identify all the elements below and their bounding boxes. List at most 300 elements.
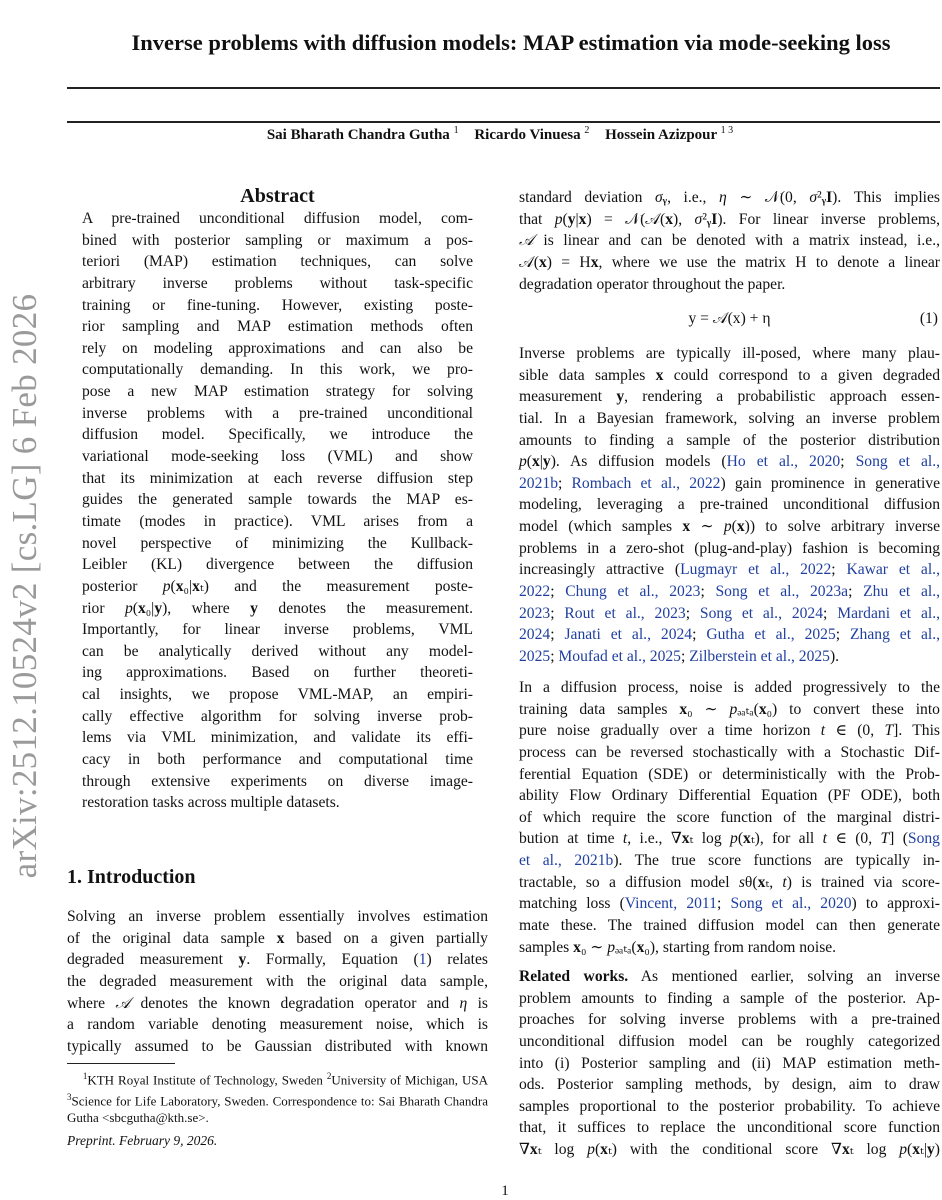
bold-text: y <box>250 599 258 617</box>
text-line <box>519 343 940 365</box>
bold-text: x <box>736 518 745 536</box>
text-span: based on a given partially <box>284 929 488 947</box>
text-span: ). As diffusion models ( <box>550 453 727 471</box>
text-line <box>519 230 940 252</box>
text-span: ). For linear inverse problems, <box>717 210 940 228</box>
math-symbol: p <box>124 599 133 617</box>
text-line <box>82 727 473 749</box>
text-span: ) <box>934 1141 940 1159</box>
text-line <box>519 430 940 452</box>
text-span: cal insights, we propose VML-MAP, an empiri- <box>82 686 473 704</box>
bold-text: Related works. <box>519 968 629 985</box>
text-span: ∼ <box>690 518 724 536</box>
text-line <box>82 554 473 576</box>
text-span: could correspond to a given degraded <box>663 366 941 384</box>
abstract-heading: Abstract <box>240 185 315 207</box>
bold-text: x <box>578 210 587 228</box>
text-span: novel perspective of minimizing the Kullback- <box>82 534 473 552</box>
text-line <box>519 807 940 829</box>
text-span: ), where <box>162 599 251 617</box>
text-span: cacy in both performance and computational time <box>82 751 473 769</box>
footnote-marker: 2 <box>326 1071 332 1081</box>
bold-text: ᵧ <box>821 189 827 206</box>
page-number: 1 <box>501 1183 509 1199</box>
text-line <box>519 1117 940 1139</box>
author-name: Hossein Azizpour <box>605 127 717 143</box>
text-span: training data samples <box>519 700 680 718</box>
abstract-body <box>82 208 473 814</box>
equation-text: y = 𝒜(x) + η <box>688 310 771 327</box>
footnote-marker: 1 <box>82 1071 88 1081</box>
bold-text: x <box>590 253 599 271</box>
text-span: ₜ log <box>849 1141 900 1159</box>
text-span: ferential Equation (SDE) or deterministically with the Prob- <box>519 765 940 783</box>
text-span: ₀| <box>145 599 155 617</box>
text-span: tial. In a Bayesian framework, solving an inverse problem <box>519 409 940 427</box>
citation-link[interactable]: Song <box>907 830 940 848</box>
text-line <box>82 792 473 814</box>
text-line <box>82 706 473 728</box>
text-line <box>82 359 473 381</box>
correspondence-text: Science for Life Laboratory, Sweden. Correspondence to: Sai Bharath Chandra Gutha <sbcgutha@kth.se>. <box>67 1093 488 1125</box>
author <box>267 127 459 143</box>
text-span: ; <box>550 604 565 622</box>
text-span: can be analytically derived without any model- <box>82 642 473 660</box>
text-span: ), <box>673 210 695 228</box>
bold-text: I <box>826 189 833 206</box>
text-span: ₔₐₜₐ( <box>737 700 759 718</box>
bold-text: x <box>276 929 285 947</box>
text-span: ( <box>562 210 568 228</box>
text-line <box>519 699 940 721</box>
bold-text: x <box>681 830 690 848</box>
author <box>605 127 733 143</box>
math-symbol: σ <box>694 210 703 228</box>
text-span: ; <box>716 895 731 913</box>
text-line <box>67 949 488 971</box>
text-line <box>519 624 940 646</box>
footnote-marker: 3 <box>67 1091 72 1102</box>
text-span: ∈ (0, <box>826 830 881 848</box>
text-span: guides the generated sample towards the MAP es- <box>82 491 473 509</box>
text-span: denotes the known degradation operator and <box>130 994 460 1012</box>
text-span: ( <box>907 1141 913 1159</box>
text-span: teriori (MAP) estimation techniques, can solve <box>82 253 473 271</box>
text-span: of the original data sample <box>67 929 277 947</box>
text-span: through extensive experiments on diverse image- <box>82 772 473 790</box>
text-span: ² <box>702 210 707 228</box>
text-span: ; <box>550 647 559 665</box>
text-span: θ( <box>744 873 758 891</box>
text-span: samples <box>519 938 574 956</box>
text-span: timate (modes in practice). VML arises from a <box>82 512 473 530</box>
text-span: rior sampling and MAP estimation methods often <box>82 318 473 336</box>
citation-link[interactable]: Song et al., 2024 <box>699 604 824 622</box>
text-line <box>519 850 940 872</box>
math-symbol: p <box>899 1141 908 1159</box>
bold-text: x <box>758 700 767 718</box>
text-line <box>519 872 940 894</box>
text-span: samples proportional to the posterior probability. To achieve <box>519 1097 940 1115</box>
bold-text: y <box>567 210 576 228</box>
affiliation-text: University of Michigan, USA <box>331 1072 488 1088</box>
body-paragraph <box>519 187 940 295</box>
math-symbol: p <box>519 453 527 471</box>
text-line <box>82 749 473 771</box>
bold-text: x <box>912 1141 921 1159</box>
text-line <box>82 641 473 663</box>
text-line <box>519 1096 940 1118</box>
text-span: ) gain prominence in generative <box>720 474 940 492</box>
text-span: ; <box>692 626 707 644</box>
math-symbol: σ <box>809 189 818 206</box>
text-span: As mentioned earlier, solving an inverse <box>628 968 940 985</box>
text-span: Inverse problems are typically ill-posed, where many plau- <box>519 345 940 362</box>
text-span: ∈ (0, <box>825 722 885 740</box>
text-span: In a diffusion process, noise is added progressively to the <box>519 679 940 696</box>
bold-text: y <box>616 388 625 406</box>
text-span: ₜ, <box>765 873 783 891</box>
text-span: pure noise gradually over a time horizon <box>519 722 821 740</box>
arxiv-watermark: arXiv:2512.10524v2 [cs.LG] 6 Feb 2026 <box>5 293 44 879</box>
author <box>474 127 589 143</box>
citation-link[interactable]: Rout et al., 2023 <box>564 604 686 622</box>
body-paragraph <box>519 677 940 958</box>
text-span: ]. This <box>893 722 940 740</box>
citation-link[interactable]: Vincent, 2011 <box>624 895 717 913</box>
math-symbol: p <box>730 830 738 848</box>
text-span: ; <box>557 474 572 492</box>
paper-title: Inverse problems with diffusion models: MAP estimation via mode-seeking loss <box>131 30 891 55</box>
bold-text: x <box>192 577 200 595</box>
citation-link[interactable]: 2025 <box>519 647 551 665</box>
text-span: . Formally, Equation ( <box>246 951 419 969</box>
text-line <box>519 988 940 1010</box>
text-span: ( <box>170 577 176 595</box>
text-span: tractable, so a diffusion model <box>519 873 739 891</box>
text-line <box>82 468 473 490</box>
text-span: ₀) to convert these into <box>766 700 940 718</box>
text-line <box>82 771 473 793</box>
bold-text: x <box>841 1141 850 1159</box>
text-line <box>519 494 940 516</box>
bold-text: x <box>573 938 581 956</box>
text-span: pose a new MAP estimation strategy for solving <box>82 383 473 401</box>
math-symbol: t <box>822 830 827 848</box>
text-span: , i.e., ∇ <box>627 830 682 848</box>
text-line <box>67 993 488 1015</box>
citation-link[interactable]: Song et al., 2023a <box>715 583 849 601</box>
text-span: a random variable denoting measurement noise, which is <box>67 1016 488 1034</box>
math-symbol: p <box>729 700 738 718</box>
text-span: rely on modeling approximations and can also be <box>82 339 473 357</box>
math-symbol: 𝒜 <box>519 232 534 250</box>
citation-link[interactable]: 2021b <box>519 474 558 492</box>
text-line <box>82 598 473 620</box>
text-line <box>519 451 940 473</box>
math-symbol: η <box>459 994 468 1012</box>
text-span: ₜ), for all <box>750 830 823 848</box>
text-line <box>519 720 940 742</box>
text-span: into (i) Posterior sampling and (ii) MAP estimation meth- <box>519 1054 940 1072</box>
equation-number: (1) <box>919 310 938 327</box>
equation-1 <box>519 310 940 332</box>
text-span: ₀), starting from random noise. <box>644 938 837 956</box>
text-line <box>82 619 473 641</box>
text-span: computationally demanding. In this work, we pro- <box>82 361 473 379</box>
text-line <box>519 538 940 560</box>
text-span: ). <box>829 647 840 665</box>
body-paragraph <box>519 343 940 668</box>
citation-link[interactable]: Chung et al., 2023 <box>565 583 701 601</box>
introduction-heading: 1. Introduction <box>67 866 196 888</box>
text-line <box>519 252 940 274</box>
text-span: problem amounts to finding a sample of the posterior. Ap- <box>519 989 940 1007</box>
text-span: ₜ) with the conditional score ∇ <box>607 1141 842 1159</box>
bold-text: x <box>743 830 751 848</box>
text-span: measurement <box>519 388 617 406</box>
text-span: posterior <box>82 577 163 595</box>
text-span: ; <box>550 626 565 644</box>
text-line <box>82 251 473 273</box>
bold-text: ᵧ <box>662 189 668 206</box>
text-line <box>82 684 473 706</box>
text-span: ₜ log <box>537 1141 588 1159</box>
text-span: proaches for solving inverse problems with a pre-trained <box>519 1011 940 1029</box>
citation-link[interactable]: Kawar et al., <box>846 561 940 579</box>
text-span: ( <box>132 599 138 617</box>
text-span: ∼ 𝒩(0, <box>726 189 810 206</box>
author-list <box>0 125 942 144</box>
text-line <box>82 446 473 468</box>
text-span: ] ( <box>889 830 908 848</box>
text-span: lems via VML minimization, and validate its effi- <box>82 729 473 747</box>
text-span: Importantly, for linear inverse problems, VML <box>82 621 473 639</box>
text-span: Solving an inverse problem essentially involves estimation <box>67 908 488 925</box>
text-span: arbitrary inverse problems without task-specific <box>82 274 473 292</box>
text-span: model (which samples <box>519 518 683 536</box>
text-line <box>519 893 940 915</box>
author-name: Sai Bharath Chandra Gutha <box>266 127 450 143</box>
citation-link[interactable]: Ho et al., 2020 <box>726 453 841 471</box>
math-symbol: σ <box>654 189 663 206</box>
text-span: ; <box>848 583 864 601</box>
citation-link[interactable]: 1 <box>418 951 427 969</box>
text-line <box>82 273 473 295</box>
text-span: A pre-trained unconditional diffusion model, com- <box>82 210 473 227</box>
text-line <box>67 906 488 928</box>
bold-text: x <box>665 210 674 228</box>
citation-link[interactable]: Zilberstein et al., 2025 <box>689 647 830 665</box>
preprint-date: Preprint. February 9, 2026. <box>67 1133 218 1148</box>
bold-text: x <box>679 700 688 718</box>
text-line <box>82 403 473 425</box>
text-line <box>82 295 473 317</box>
footnote-rule <box>67 1063 175 1064</box>
math-symbol: t <box>782 873 787 891</box>
bold-text: y <box>926 1141 935 1159</box>
text-span: diffusion model. Specifically, we introduce the <box>82 426 473 444</box>
text-line <box>519 646 940 668</box>
text-span: ). The true score functions are typically in- <box>613 852 940 870</box>
citation-link[interactable]: Zhang et al., <box>850 626 941 644</box>
text-line <box>519 473 940 495</box>
text-line <box>519 386 940 408</box>
text-line <box>82 424 473 446</box>
text-span: ₔₐₜₐ( <box>615 938 637 956</box>
text-line <box>519 408 940 430</box>
text-span: bined with posterior sampling or maximum a pos- <box>82 231 473 249</box>
text-span: typically assumed to be Gaussian distributed with known <box>67 1037 488 1055</box>
text-line <box>519 966 940 988</box>
text-span: amounts to finding a sample of the posterior distribution <box>519 431 940 449</box>
text-span: bution at time <box>519 830 623 848</box>
text-line <box>82 316 473 338</box>
citation-link[interactable]: Song et al., <box>855 453 940 471</box>
text-line <box>67 1014 488 1036</box>
math-symbol: 𝒜 <box>115 994 131 1012</box>
bold-text: x <box>600 1141 608 1159</box>
citation-link[interactable]: 2024 <box>519 626 551 644</box>
text-span: ₀ ∼ <box>687 700 730 718</box>
text-span: ; <box>680 647 690 665</box>
math-symbol: t <box>820 722 826 740</box>
citation-link[interactable]: Janati et al., 2024 <box>564 626 693 644</box>
text-line <box>519 1009 940 1031</box>
text-line <box>519 516 940 538</box>
text-line <box>519 1074 940 1096</box>
math-symbol: t <box>622 830 628 848</box>
text-span: standard deviation <box>519 189 655 206</box>
math-symbol: p <box>554 210 563 228</box>
text-span: increasingly attractive ( <box>519 561 681 579</box>
title-rule-bottom <box>67 121 940 123</box>
affiliation-text: KTH Royal Institute of Technology, Sweden <box>87 1072 327 1088</box>
text-span: matching loss ( <box>519 895 625 913</box>
citation-link[interactable]: Gutha et al., 2025 <box>706 626 836 644</box>
text-span: rior <box>82 599 125 617</box>
text-span: degradation operator throughout the paper. <box>519 275 786 293</box>
text-span: ₀| <box>183 577 193 595</box>
text-span: ; <box>831 561 847 579</box>
text-span: ods. Posterior sampling methods, by design, aim to draw <box>519 1076 940 1094</box>
text-span: denotes the measurement. <box>257 599 473 617</box>
citation-link[interactable]: Zhu et al., <box>863 583 940 601</box>
citation-link[interactable]: Song et al., 2020 <box>730 895 852 913</box>
text-line <box>67 1036 488 1058</box>
text-span: problems in a zero-shot (plug-and-play) fashion is becoming <box>519 539 940 557</box>
text-line <box>519 209 940 231</box>
text-span: ( <box>731 518 737 536</box>
bold-text: y <box>238 951 247 969</box>
text-span: , where we use the matrix H to denote a linear <box>598 253 941 271</box>
text-span: | <box>575 210 579 228</box>
bold-text: y <box>154 599 163 617</box>
text-span: ₜ| <box>920 1141 927 1159</box>
text-span: ) relates <box>426 951 488 969</box>
text-line <box>519 581 940 603</box>
text-line <box>519 937 940 959</box>
text-span: modeling, leveraging a pre-trained unconditional diffusion <box>519 496 940 514</box>
bold-text: x <box>636 938 645 956</box>
citation-link[interactable]: 2022 <box>519 583 551 601</box>
text-span: mate these. The trained diffusion model can then generate <box>519 917 940 935</box>
text-line <box>519 1031 940 1053</box>
text-span: ) = 𝒩(𝒜( <box>586 210 666 228</box>
text-span: restoration tasks across multiple datasets. <box>82 794 340 812</box>
text-span: ; <box>685 604 700 622</box>
author-affiliation: 1 <box>453 125 459 136</box>
related-works-paragraph <box>519 966 940 1161</box>
introduction-body <box>67 906 488 1057</box>
text-line <box>519 915 940 937</box>
text-span: is linear and can be denoted with a matrix instead, i.e., <box>533 232 940 250</box>
text-span: ( <box>594 1141 601 1159</box>
bold-text: I <box>711 210 718 228</box>
author-name: Ricardo Vinuesa <box>474 127 581 143</box>
text-span: that, it suffices to replace the unconditional score function <box>519 1119 940 1137</box>
text-span: Leibler (KL) divergence between the diffusion <box>82 556 473 574</box>
affiliations-footnote <box>67 1068 488 1126</box>
text-span: the degraded measurement with the original data sample, <box>67 972 488 990</box>
text-span: ) = H <box>546 253 591 271</box>
text-span: ). This implies <box>832 189 940 206</box>
citation-link[interactable]: 2023 <box>519 604 551 622</box>
text-span: ₀ ∼ <box>580 938 608 956</box>
text-line <box>519 828 940 850</box>
text-span: ) is trained via score- <box>786 873 940 891</box>
citation-link[interactable]: Moufad et al., 2025 <box>558 647 681 665</box>
text-span: ₜ) and the measurement poste- <box>199 577 473 595</box>
math-symbol: η <box>719 189 727 206</box>
text-span: )) to solve arbitrary inverse <box>744 518 940 536</box>
text-line <box>519 559 940 581</box>
text-span: of which require the score function of the marginal distri- <box>519 808 940 826</box>
text-span: where <box>67 994 116 1012</box>
citation-link[interactable]: Mardani et al., <box>837 604 941 622</box>
text-span: inverse problems with a pre-trained unconditional <box>82 404 473 422</box>
text-span: ( <box>737 830 744 848</box>
text-line <box>82 576 473 598</box>
text-span: , rendering a probabilistic approach essen- <box>624 388 940 406</box>
text-span: ing approximations. Based on further theoreti- <box>82 664 473 682</box>
text-span: ; <box>550 583 566 601</box>
text-span: ( <box>526 453 532 471</box>
text-line <box>82 662 473 684</box>
math-symbol: T <box>884 722 894 740</box>
text-span: cally effective algorithm for solving inverse prob- <box>82 707 473 725</box>
bold-text: x <box>529 1141 538 1159</box>
citation-link[interactable]: Rombach et al., 2022 <box>571 474 721 492</box>
citation-link[interactable]: Lugmayr et al., 2022 <box>680 561 832 579</box>
author-affiliation: 1 3 <box>720 125 734 136</box>
text-span: that its minimization at each reverse diffusion step <box>82 469 473 487</box>
citation-link[interactable]: et al., 2021b <box>519 852 614 870</box>
math-symbol: p <box>723 518 732 536</box>
bold-text: y <box>542 453 551 471</box>
text-line <box>519 742 940 764</box>
text-line <box>519 1139 940 1161</box>
bold-text: x <box>757 873 766 891</box>
text-line <box>519 187 940 209</box>
text-span: that <box>519 210 555 228</box>
text-span: ability Flow Ordinary Differential Equation (PF ODE), both <box>519 787 940 805</box>
text-span: ∇ <box>519 1141 530 1159</box>
author-affiliation: 2 <box>584 125 590 136</box>
text-line <box>519 764 940 786</box>
bold-text: x <box>682 518 691 536</box>
bold-text: x <box>655 366 664 384</box>
